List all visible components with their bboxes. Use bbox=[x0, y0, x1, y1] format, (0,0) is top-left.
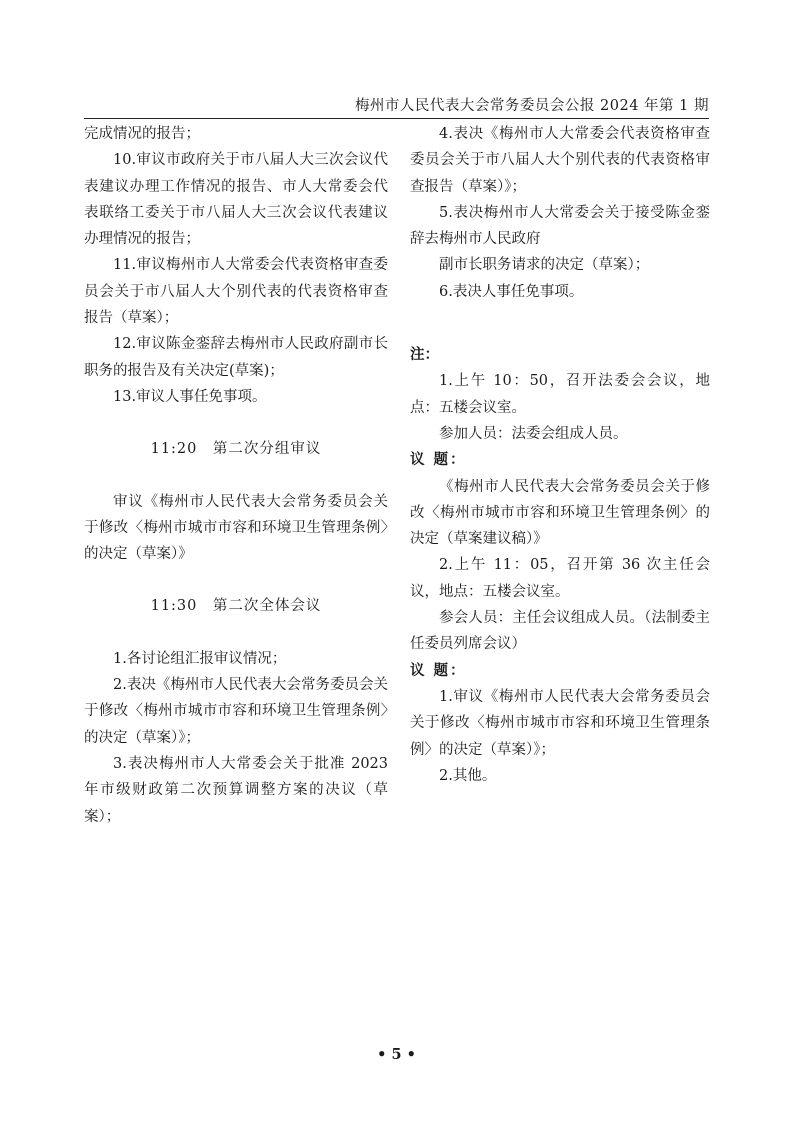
note-2-agenda-1: 1.审议《梅州市人民代表大会常务委员会关于修改〈梅州市城市市容和环境卫生管理条例〉的决定（草案）》； bbox=[410, 688, 710, 758]
note-title: 注： bbox=[410, 346, 439, 364]
note-2-agenda-2: 2.其他。 bbox=[439, 767, 497, 784]
session-second-plenary: 11:30 第二次全体会议 bbox=[150, 598, 322, 615]
left-column bbox=[84, 121, 388, 830]
agenda-item-11: 11.审议梅州市人大常委会代表资格审查委员会关于市八届人大个别代表的代表资格审查报告（草案）； bbox=[84, 257, 388, 327]
item9-continuation: 完成情况的报告； bbox=[84, 126, 200, 142]
note-2-attendees: 参会人员：主任会议组成人员。（法制委主任委员列席会议） bbox=[410, 610, 710, 653]
plenary-item-3: 3.表决梅州市人大常委会关于批准 2023 年市级财政第二次预算调整方案的决议（草案）； bbox=[84, 755, 388, 825]
agenda-item-10: 10.审议市政府关于市八届人大三次会议代表建议办理工作情况的报告、市人大常委会代表联络工委关于市八届人大三次会议代表建议办理情况的报告； bbox=[84, 152, 388, 248]
plenary-item-6: 6.表决人事任免事项。 bbox=[439, 283, 584, 300]
plenary-item-1: 1.各讨论组汇报审议情况； bbox=[113, 650, 287, 667]
plenary-item-5b: 副市长职务请求的决定（草案）； bbox=[439, 257, 650, 274]
group-review-text: 审议《梅州市人民代表大会常务委员会关于修改〈梅州市城市市容和环境卫生管理条例〉的决定（草案）》 bbox=[84, 493, 388, 563]
agenda-label-2: 议 题： bbox=[410, 661, 467, 679]
agenda-item-12: 12.审议陈金銮辞去梅州市人民政府副市长职务的报告及有关决定(草案)； bbox=[84, 336, 388, 379]
plenary-item-4: 4.表决《梅州市人大常委会代表资格审查委员会关于市八届人大个别代表的代表资格审查报告（草案）》； bbox=[410, 126, 710, 195]
session-second-group-review: 11:20 第二次分组审议 bbox=[150, 441, 322, 458]
header-rule bbox=[84, 118, 709, 119]
note-1-attendees: 参加人员：法委会组成人员。 bbox=[439, 425, 628, 442]
agenda-label-1: 议 题： bbox=[410, 451, 467, 469]
bulletin-header: 梅州市人民代表大会常务委员会公报 2024 年第 1 期 bbox=[354, 98, 709, 114]
note-2: 2.上午 11：05，召开第 36 次主任会议，地点：五楼会议室。 bbox=[410, 557, 710, 600]
page-number: • 5 • bbox=[377, 1046, 416, 1063]
note-1-agenda: 《梅州市人民代表大会常务委员会关于修改〈梅州市城市市容和环境卫生管理条例〉的决定（草案建议稿）》 bbox=[410, 478, 710, 548]
plenary-item-2: 2.表决《梅州市人民代表大会常务委员会关于修改〈梅州市城市市容和环境卫生管理条例〉的决定（草案）》； bbox=[84, 677, 388, 746]
note-1: 1.上午 10：50，召开法委会会议，地点：五楼会议室。 bbox=[410, 373, 710, 416]
right-column bbox=[410, 121, 710, 789]
plenary-item-5a: 5.表决梅州市人大常委会关于接受陈金銮辞去梅州市人民政府 bbox=[410, 204, 710, 248]
agenda-item-13: 13.审议人事任免事项。 bbox=[113, 388, 267, 405]
